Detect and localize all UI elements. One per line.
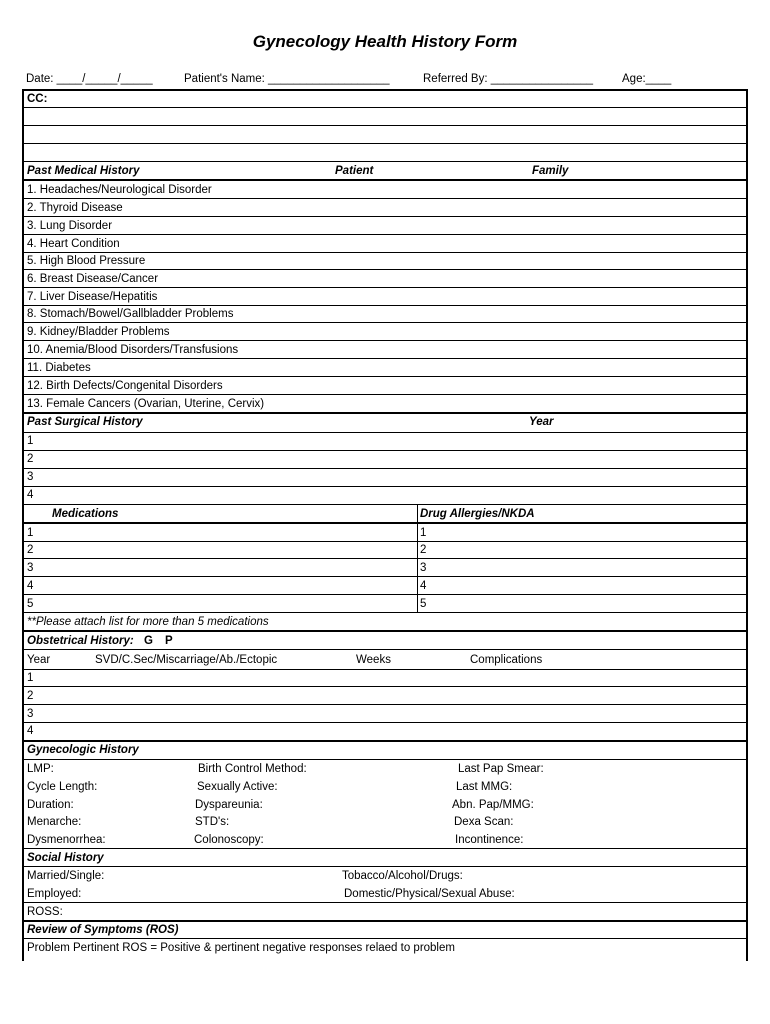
social-field-married[interactable]: Married/Single: [27, 870, 105, 882]
allergy-row[interactable]: 1 [420, 527, 427, 539]
gyn-field-colonoscopy[interactable]: Colonoscopy: [194, 834, 264, 846]
referred-by-field[interactable]: Referred By: ________________ [423, 73, 594, 85]
obstetrical-p: P [165, 635, 173, 647]
gyn-field-stds[interactable]: STD's: [195, 816, 230, 828]
obstetric-col-weeks: Weeks [356, 654, 391, 666]
gyn-field-dyspareunia[interactable]: Dyspareunia: [195, 799, 263, 811]
gynecologic-heading: Gynecologic History [27, 744, 139, 756]
pmh-item: 5. High Blood Pressure [27, 255, 146, 267]
gyn-field-menarche[interactable]: Menarche: [27, 816, 82, 828]
allergy-row[interactable]: 3 [420, 562, 427, 574]
pmh-item: 10. Anemia/Blood Disorders/Transfusions [27, 344, 239, 356]
gyn-field-sexually-active[interactable]: Sexually Active: [197, 781, 278, 793]
obstetric-row[interactable]: 3 [27, 708, 34, 720]
pmh-item: 8. Stomach/Bowel/Gallbladder Problems [27, 308, 234, 320]
pmh-item: 11. Diabetes [27, 362, 91, 374]
gyn-field-dexa-scan[interactable]: Dexa Scan: [454, 816, 514, 828]
pmh-item: 3. Lung Disorder [27, 220, 113, 232]
medication-row[interactable]: 4 [27, 580, 34, 592]
allergy-row[interactable]: 4 [420, 580, 427, 592]
pmh-item: 9. Kidney/Bladder Problems [27, 326, 170, 338]
ros-text: Problem Pertinent ROS = Positive & pertinent negative responses relaed to problem [27, 942, 455, 954]
gyn-field-abn-pap[interactable]: Abn. Pap/MMG: [452, 799, 534, 811]
psh-col-year: Year [529, 416, 554, 428]
social-field-ross[interactable]: ROSS: [27, 906, 63, 918]
gyn-field-duration[interactable]: Duration: [27, 799, 74, 811]
medications-note: **Please attach list for more than 5 medications [27, 616, 269, 628]
pmh-col-patient: Patient [335, 165, 374, 177]
medication-row[interactable]: 5 [27, 598, 34, 610]
allergy-row[interactable]: 2 [420, 544, 427, 556]
medication-row[interactable]: 3 [27, 562, 34, 574]
allergies-heading: Drug Allergies/NKDA [420, 508, 535, 520]
social-field-tobacco[interactable]: Tobacco/Alcohol/Drugs: [342, 870, 463, 882]
history-form [22, 89, 748, 961]
patient-name-field[interactable]: Patient's Name: ___________________ [184, 73, 390, 85]
pmh-heading: Past Medical History [27, 165, 140, 177]
psh-row[interactable]: 2 [27, 453, 34, 465]
pmh-item: 13. Female Cancers (Ovarian, Uterine, Cervix) [27, 398, 265, 410]
pmh-item: 6. Breast Disease/Cancer [27, 273, 159, 285]
obstetric-col-type: SVD/C.Sec/Miscarriage/Ab./Ectopic [95, 654, 278, 666]
gyn-field-lmp[interactable]: LMP: [27, 763, 54, 775]
obstetric-col-complications: Complications [470, 654, 543, 666]
psh-row[interactable]: 3 [27, 471, 34, 483]
obstetric-col-year: Year [27, 654, 51, 666]
medication-row[interactable]: 2 [27, 544, 34, 556]
obstetric-row[interactable]: 1 [27, 672, 34, 684]
date-field[interactable]: Date: ____/_____/_____ [26, 73, 153, 85]
gyn-field-incontinence[interactable]: Incontinence: [455, 834, 524, 846]
obstetric-row[interactable]: 4 [27, 725, 34, 737]
allergy-row[interactable]: 5 [420, 598, 427, 610]
pmh-item: 4. Heart Condition [27, 238, 120, 250]
medication-row[interactable]: 1 [27, 527, 34, 539]
psh-row[interactable]: 4 [27, 489, 34, 501]
medications-heading: Medications [52, 508, 119, 520]
pmh-item: 1. Headaches/Neurological Disorder [27, 184, 212, 196]
pmh-col-family: Family [532, 165, 569, 177]
gyn-field-birth-control[interactable]: Birth Control Method: [198, 763, 307, 775]
psh-heading: Past Surgical History [27, 416, 143, 428]
obstetrical-g: G [144, 635, 153, 647]
ros-heading: Review of Symptoms (ROS) [27, 924, 179, 936]
obstetric-row[interactable]: 2 [27, 690, 34, 702]
social-field-employed[interactable]: Employed: [27, 888, 82, 900]
pmh-item: 2. Thyroid Disease [27, 202, 123, 214]
gyn-field-last-pap[interactable]: Last Pap Smear: [458, 763, 544, 775]
pmh-item: 12. Birth Defects/Congenital Disorders [27, 380, 223, 392]
gyn-field-last-mmg[interactable]: Last MMG: [456, 781, 513, 793]
social-heading: Social History [27, 852, 104, 864]
social-field-abuse[interactable]: Domestic/Physical/Sexual Abuse: [344, 888, 515, 900]
form-title: Gynecology Health History Form [252, 32, 518, 51]
gyn-field-cycle-length[interactable]: Cycle Length: [27, 781, 98, 793]
obstetrical-heading: Obstetrical History: [27, 635, 134, 647]
pmh-item: 7. Liver Disease/Hepatitis [27, 291, 158, 303]
gyn-field-dysmenorrhea[interactable]: Dysmenorrhea: [27, 834, 106, 846]
psh-row[interactable]: 1 [27, 435, 34, 447]
cc-label: CC: [27, 93, 48, 105]
age-field[interactable]: Age:____ [622, 73, 672, 85]
